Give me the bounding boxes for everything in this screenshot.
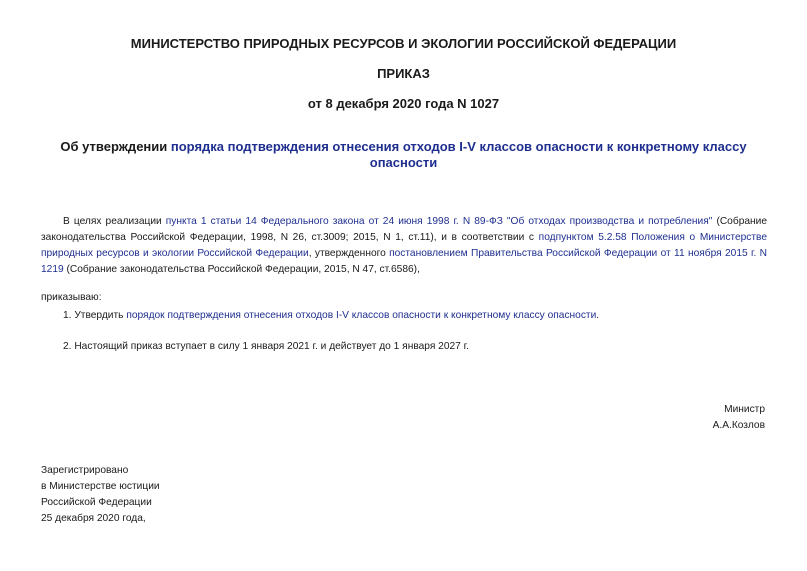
preamble-text-3: , утвержденного [308, 248, 390, 259]
preamble-paragraph [41, 214, 767, 278]
registration-line-4: 25 декабря 2020 года, [41, 513, 146, 524]
item1-prefix: 1. Утвердить [63, 310, 127, 321]
title-link[interactable]: порядка подтверждения отнесения отходов I-V классов опасности к конкретному классу опасности [170, 139, 747, 170]
registration-line-3: Российской Федерации [41, 497, 152, 508]
order-item-1 [63, 308, 767, 324]
signature-name: А.А.Козлов [712, 420, 765, 431]
item1-suffix: . [596, 310, 600, 321]
title-prefix: Об утверждении [60, 139, 171, 154]
date-number-heading: от 8 декабря 2020 года N 1027 [307, 96, 500, 111]
preamble-text-1: В целях реализации [63, 216, 166, 227]
resolution-link[interactable]: постановлением Правительства Российской Федерации от 11 ноября 2015 г. N 1219 [41, 248, 767, 275]
order-word: приказываю: [41, 292, 102, 303]
ministry-heading: МИНИСТЕРСТВО ПРИРОДНЫХ РЕСУРСОВ И ЭКОЛОГИИ РОССИЙСКОЙ ФЕДЕРАЦИИ [130, 36, 677, 51]
registration-line-2: в Министерстве юстиции [41, 481, 160, 492]
signature-position: Министр [724, 404, 765, 415]
law-link[interactable]: пункта 1 статьи 14 Федерального закона от 24 июня 1998 г. N 89-ФЗ "Об отходах производства и потребления" [165, 216, 713, 227]
order-item-2: 2. Настоящий приказ вступает в силу 1 января 2021 г. и действует до 1 января 2027 г. [63, 341, 469, 352]
doc-type-heading: ПРИКАЗ [377, 66, 430, 81]
document-title [40, 139, 767, 171]
regulation-link[interactable]: подпунктом 5.2.58 Положения о Министерстве природных ресурсов и экологии Российской Федерации [41, 232, 768, 259]
preamble-text-4: (Собрание законодательства Российской Федерации, 2015, N 47, ст.6586), [63, 264, 420, 275]
registration-line-1: Зарегистрировано [41, 465, 129, 476]
preamble-text-2: (Собрание законодательства Российской Федерации, 1998, N 26, ст.3009; 2015, N 1, ст.11), и в соответствии с [41, 216, 768, 243]
procedure-link[interactable]: порядок подтверждения отнесения отходов I-V классов опасности к конкретному классу опасности [126, 310, 597, 321]
